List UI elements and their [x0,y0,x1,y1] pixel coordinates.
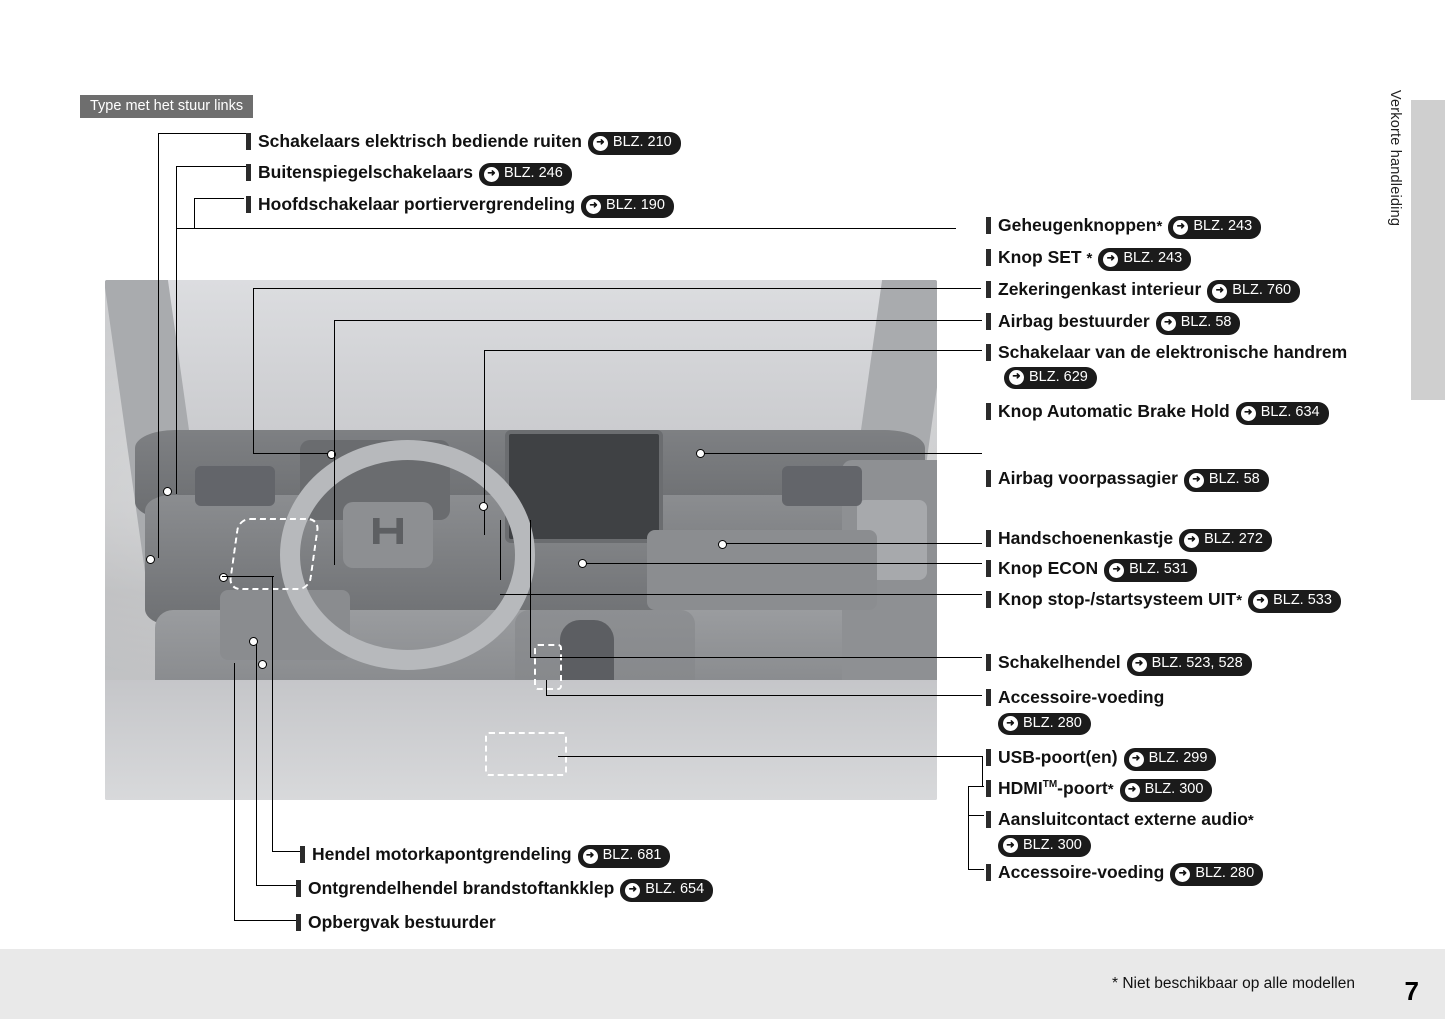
callout-passenger-airbag: Airbag voorpassagier ➜ BLZ. 58 [986,467,1269,492]
arrow-icon: ➜ [583,849,598,864]
page-ref[interactable]: ➜ BLZ. 300 [1120,779,1213,801]
leader-line [253,453,331,454]
page-ref[interactable]: ➜ BLZ. 299 [1124,748,1217,770]
page-ref[interactable]: ➜ BLZ. 760 [1207,280,1300,302]
leader-line [272,851,300,852]
callout-memory-buttons: Geheugenknoppen* ➜ BLZ. 243 [986,214,1261,239]
footnote-marker: * [1156,218,1163,235]
section-tab-label: Verkorte handleiding [1387,89,1403,227]
callout-bullet [986,654,991,671]
callout-bullet [986,591,991,608]
footnote-text: * Niet beschikbaar op alle modellen [1112,975,1355,992]
callout-bullet [296,914,301,931]
arrow-icon: ➜ [1003,716,1018,731]
windshield-shape [165,280,885,448]
arrow-icon: ➜ [1003,838,1018,853]
arrow-icon: ➜ [1109,563,1124,578]
callout-accessory-power-console: Accessoire-voeding ➜ BLZ. 280 [986,686,1356,735]
callout-door-lock-switch: Hoofdschakelaar portiervergrendeling ➜ BLZ. 190 [246,193,674,218]
page-ref[interactable]: ➜ BLZ. 272 [1179,529,1272,551]
glovebox-shape [647,530,877,610]
leader-line [234,920,296,921]
page-ref[interactable]: ➜ BLZ. 634 [1236,402,1329,424]
callout-bullet [986,811,991,828]
callout-bullet [986,530,991,547]
page-ref[interactable]: ➜ BLZ. 58 [1156,312,1241,334]
callout-econ-button: Knop ECON ➜ BLZ. 531 [986,557,1197,582]
arrow-icon: ➜ [1132,657,1147,672]
page-ref[interactable]: ➜ BLZ. 531 [1104,559,1197,581]
arrow-icon: ➜ [1129,752,1144,767]
callout-bullet [986,403,991,420]
arrow-icon: ➜ [593,136,608,151]
callout-bullet [986,780,991,797]
arrow-icon: ➜ [1161,316,1176,331]
callout-bullet [296,880,301,897]
callout-usb-ports: USB-poort(en) ➜ BLZ. 299 [986,746,1216,771]
arrow-icon: ➜ [1241,406,1256,421]
arrow-icon: ➜ [1189,473,1204,488]
arrow-icon: ➜ [1125,783,1140,798]
callout-bullet [300,846,305,863]
page-ref[interactable]: ➜ BLZ. 243 [1098,248,1191,270]
page-ref[interactable]: ➜ BLZ. 190 [581,195,674,217]
leader-line [968,869,984,870]
section-chip: Type met het stuur links [80,95,253,118]
callout-shift-lever: Schakelhendel ➜ BLZ. 523, 528 [986,651,1252,676]
arrow-icon: ➜ [484,167,499,182]
callout-bullet [246,164,251,181]
page-ref[interactable]: ➜ BLZ. 243 [1168,216,1261,238]
arrow-icon: ➜ [1175,867,1190,882]
callout-fuel-lid-release: Ontgrendelhendel brandstoftankklep ➜ BLZ. 654 [296,877,713,902]
callout-bullet [986,217,991,234]
callout-bullet [986,864,991,881]
leader-line [272,576,273,851]
callout-aux-audio-jack: Aansluitcontact externe audio* ➜ BLZ. 300 [986,808,1356,857]
leader-line [500,594,982,595]
leader-line [484,350,982,351]
callout-bullet [986,249,991,266]
leader-line [176,166,246,167]
footnote-marker: * [1107,781,1114,798]
leader-line [234,663,235,920]
footnote-marker: * [1086,250,1093,267]
arrow-icon: ➜ [1009,370,1024,385]
page-ref[interactable]: ➜ BLZ. 681 [578,845,671,867]
callout-auto-brake-hold: Knop Automatic Brake Hold ➜ BLZ. 634 [986,400,1356,425]
page-ref[interactable]: ➜ BLZ. 654 [620,879,713,901]
right-vent-shape [782,466,862,506]
leader-line [194,198,195,228]
callout-window-switches: Schakelaars elektrisch bediende ruiten ➜ BLZ. 210 [246,130,681,155]
highlight-accessory-power [534,644,562,690]
callout-hdmi-port: HDMI™-poort* ➜ BLZ. 300 [986,777,1212,802]
leader-line [546,680,547,696]
leader-line [582,563,982,564]
page-number: 7 [1404,976,1419,1006]
arrow-icon: ➜ [1212,284,1227,299]
leader-line [158,133,246,134]
dashboard-illustration [105,280,937,800]
arrow-icon: ➜ [1184,533,1199,548]
callout-mirror-switches: Buitenspiegelschakelaars ➜ BLZ. 246 [246,161,572,186]
callout-bullet [986,281,991,298]
callout-interior-fuse-box: Zekeringenkast interieur ➜ BLZ. 760 [986,278,1300,303]
leader-line [176,228,956,229]
callout-set-button: Knop SET * ➜ BLZ. 243 [986,246,1191,271]
leader-line [222,576,274,577]
page-ref[interactable]: ➜ BLZ. 280 [998,713,1091,735]
page-ref[interactable]: ➜ BLZ. 629 [1004,367,1097,389]
leader-line [256,885,296,886]
leader-line [982,756,983,786]
footnote-marker: * [1247,812,1254,829]
left-vent-shape [195,466,275,506]
callout-bullet [246,196,251,213]
highlight-usb-ports [485,732,567,776]
page-ref[interactable]: ➜ BLZ. 533 [1248,590,1341,612]
arrow-icon: ➜ [1173,220,1188,235]
leader-line [500,520,501,580]
leader-line [968,786,984,787]
page-ref[interactable]: ➜ BLZ. 246 [479,163,572,185]
callout-bullet [986,749,991,766]
leader-line [968,815,984,816]
callout-bullet [986,560,991,577]
page-ref[interactable]: ➜ BLZ. 280 [1170,863,1263,885]
leader-line [530,657,982,658]
leader-line [558,756,982,757]
steering-hub-shape [343,502,433,568]
leader-line [256,640,257,885]
callout-bullet [986,313,991,330]
footnote-marker: * [1236,592,1243,609]
callout-epb-switch: Schakelaar van de elektronische handrem ➜ BLZ. 629 [986,341,1356,389]
leader-line [968,786,969,870]
leader-line [334,320,982,321]
leader-line [546,695,982,696]
leader-line [194,198,244,199]
page-ref[interactable]: ➜ BLZ. 58 [1184,469,1269,491]
leader-line [253,288,254,454]
callout-driver-storage: Opbergvak bestuurder [296,911,496,934]
page-ref[interactable]: ➜ BLZ. 523, 528 [1127,653,1252,675]
page-ref[interactable]: ➜ BLZ. 210 [588,132,681,154]
arrow-icon: ➜ [1253,594,1268,609]
leader-line [253,288,981,289]
arrow-icon: ➜ [625,883,640,898]
leader-line [334,320,335,565]
callout-accessory-power-front: Accessoire-voeding ➜ BLZ. 280 [986,861,1263,886]
callout-glovebox: Handschoenenkastje ➜ BLZ. 272 [986,527,1272,552]
arrow-icon: ➜ [1103,252,1118,267]
callout-bullet [986,470,991,487]
leader-line [530,520,531,658]
leader-line [158,133,159,558]
leader-line [176,166,177,494]
section-tab [1411,100,1445,400]
arrow-icon: ➜ [586,199,601,214]
leader-line [700,453,982,454]
callout-driver-airbag: Airbag bestuurder ➜ BLZ. 58 [986,310,1240,335]
highlight-driver-storage [228,518,320,590]
callout-bullet [986,344,991,361]
page-ref[interactable]: ➜ BLZ. 300 [998,835,1091,857]
leader-line [722,543,982,544]
callout-hood-release: Hendel motorkapontgrendeling ➜ BLZ. 681 [300,843,670,868]
callout-bullet [246,133,251,150]
callout-bullet [986,689,991,706]
callout-stop-start-off: Knop stop-/startsysteem UIT* ➜ BLZ. 533 [986,588,1356,613]
